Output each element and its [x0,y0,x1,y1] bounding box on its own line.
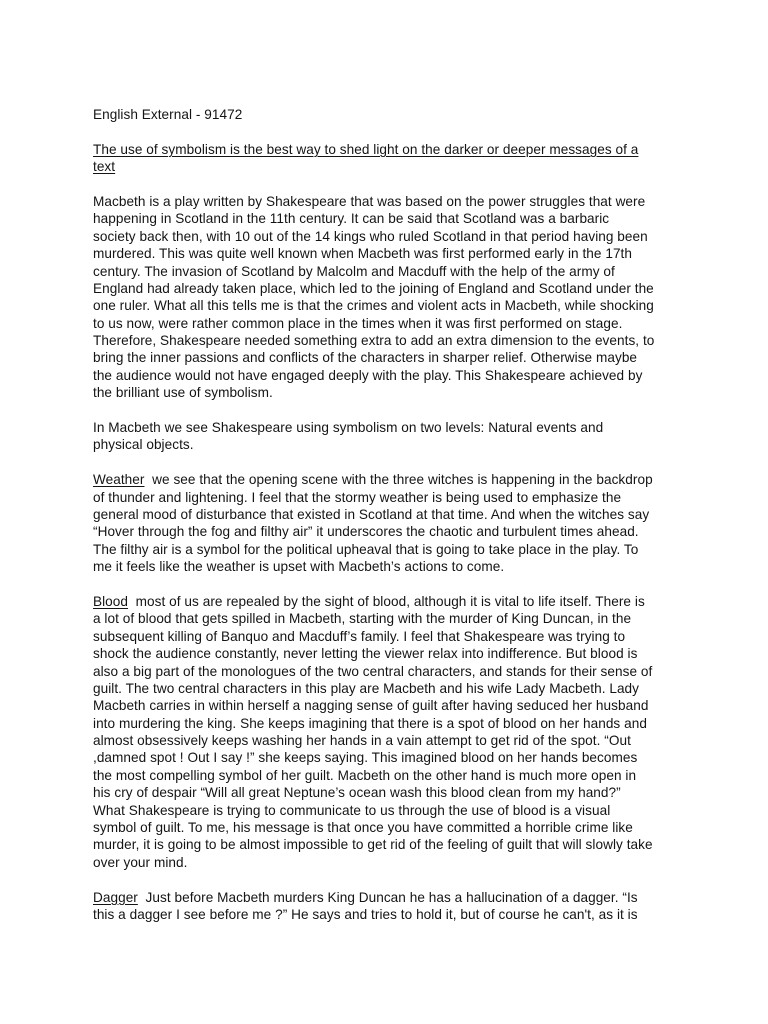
text-line: bring the inner passions and conflicts of the characters in sharper relief. Otherwise maybe [93,350,638,366]
spacer [93,454,673,471]
document-page [93,106,673,923]
paragraph-weather [93,471,673,575]
spacer [93,576,673,593]
text-line [93,471,673,488]
text-line: murdered. This was quite well known when Macbeth was first performed early in the 17th [93,246,632,262]
text-line: England had already taken place, which led to the joining of England and Scotland under the [93,280,654,296]
text-line: shock the audience constantly, never letting the viewer relax into indifference. But blood is [93,646,638,662]
text-line: of thunder and lightening. I feel that the stormy weather is being used to emphasize the [93,489,622,505]
text-line: Macbeth is a play written by Shakespeare that was based on the power struggles that were [93,193,646,209]
text-fragment: most of us are repealed by the sight of blood, although it is vital to life itself. There is [128,593,645,609]
text-line: one ruler. What all this tells me is that the crimes and violent acts in Macbeth, while shocking [93,298,654,314]
text-line: symbol of guilt. To me, his message is that once you have committed a horrible crime like [93,820,633,836]
section-label-blood: Blood [93,593,129,609]
text-line: century. The invasion of Scotland by Malcolm and Macduff with the help of the army of [93,263,615,279]
text-line: murder, it is going to be almost impossible to get rid of the feeling of guilt that will slowly take [93,837,653,853]
text-line: Macbeth carries in within herself a nagging sense of guilt after having seduced her husband [93,698,649,714]
text-line: to us now, were rather common place in the times when it was first performed on stage. [93,315,623,331]
spacer [93,871,673,888]
text-line: also a big part of the monologues of the two central characters, and stands for their sense of [93,663,653,679]
text-line: me it feels like the weather is upset with Macbeth’s actions to come. [93,559,505,575]
text-fragment: we see that the opening scene with the three witches is happening in the backdrop [144,472,653,488]
text-line: physical objects. [93,437,194,453]
text-line: “Hover through the fog and filthy air” it underscores the chaotic and turbulent times ahead. [93,524,639,540]
text-line: the most compelling symbol of her guilt. Macbeth on the other hand is much more open in [93,767,637,783]
paragraph-dagger [93,889,673,924]
section-label-dagger: Dagger [93,889,138,905]
document-title: English External - 91472 [93,107,243,122]
text-line: almost obsessively keeps washing her hands in a vain attempt to get rid of the spot. “Out [93,733,631,749]
text-line: guilt. The two central characters in this play are Macbeth and his wife Lady Macbeth. Lady [93,680,640,696]
text-line: into murdering the king. She keeps imagining that there is a spot of blood on her hands and [93,715,647,731]
paragraph-introduction [93,193,673,402]
text-line: the brilliant use of symbolism. [93,385,273,401]
text-line: a lot of blood that gets spilled in Macbeth, starting with the murder of King Duncan, in the [93,611,632,627]
text-line: the audience would not have engaged deeply with the play. This Shakespeare achieved by [93,367,643,383]
paragraph-blood [93,593,673,871]
text-line: The filthy air is a symbol for the political upheaval that is going to take place in the play. To [93,541,639,557]
text-line: In Macbeth we see Shakespeare using symbolism on two levels: Natural events and [93,420,604,436]
paragraph-symbolism-levels [93,419,673,454]
text-line: subsequent killing of Banquo and Macduff’s family. I feel that Shakespeare was trying to [93,628,626,644]
text-line [93,593,673,610]
text-line: Therefore, Shakespeare needed something extra to add an extra dimension to the events, to [93,333,655,349]
spacer [93,402,673,419]
text-line: happening in Scotland in the 11th century. It can be said that Scotland was a barbaric [93,211,610,227]
spacer [93,176,673,193]
text-line: ,damned spot ! Out I say !” she keeps saying. This imagined blood on her hands becomes [93,750,638,766]
text-line: society back then, with 10 out of the 14 kings who ruled Scotland in that period having been [93,228,648,244]
essay-question-line-2: text [93,159,116,175]
text-line: this a dagger I see before me ?” He says and tries to hold it, but of course he can't, as it is [93,906,638,922]
essay-question-line-1: The use of symbolism is the best way to shed light on the darker or deeper messages of a [93,141,639,157]
spacer [93,123,673,140]
text-line: What Shakespeare is trying to communicate to us through the use of blood is a visual [93,802,611,818]
text-line: general mood of disturbance that existed in Scotland at that time. And when the witches say [93,506,650,522]
section-label-weather: Weather [93,472,145,488]
text-line: his cry of despair “Will all great Neptune’s ocean wash this blood clean from my hand?” [93,785,621,801]
text-line: over your mind. [93,854,188,870]
text-fragment: Just before Macbeth murders King Duncan he has a hallucination of a dagger. “Is [137,889,638,905]
text-line [93,889,673,906]
